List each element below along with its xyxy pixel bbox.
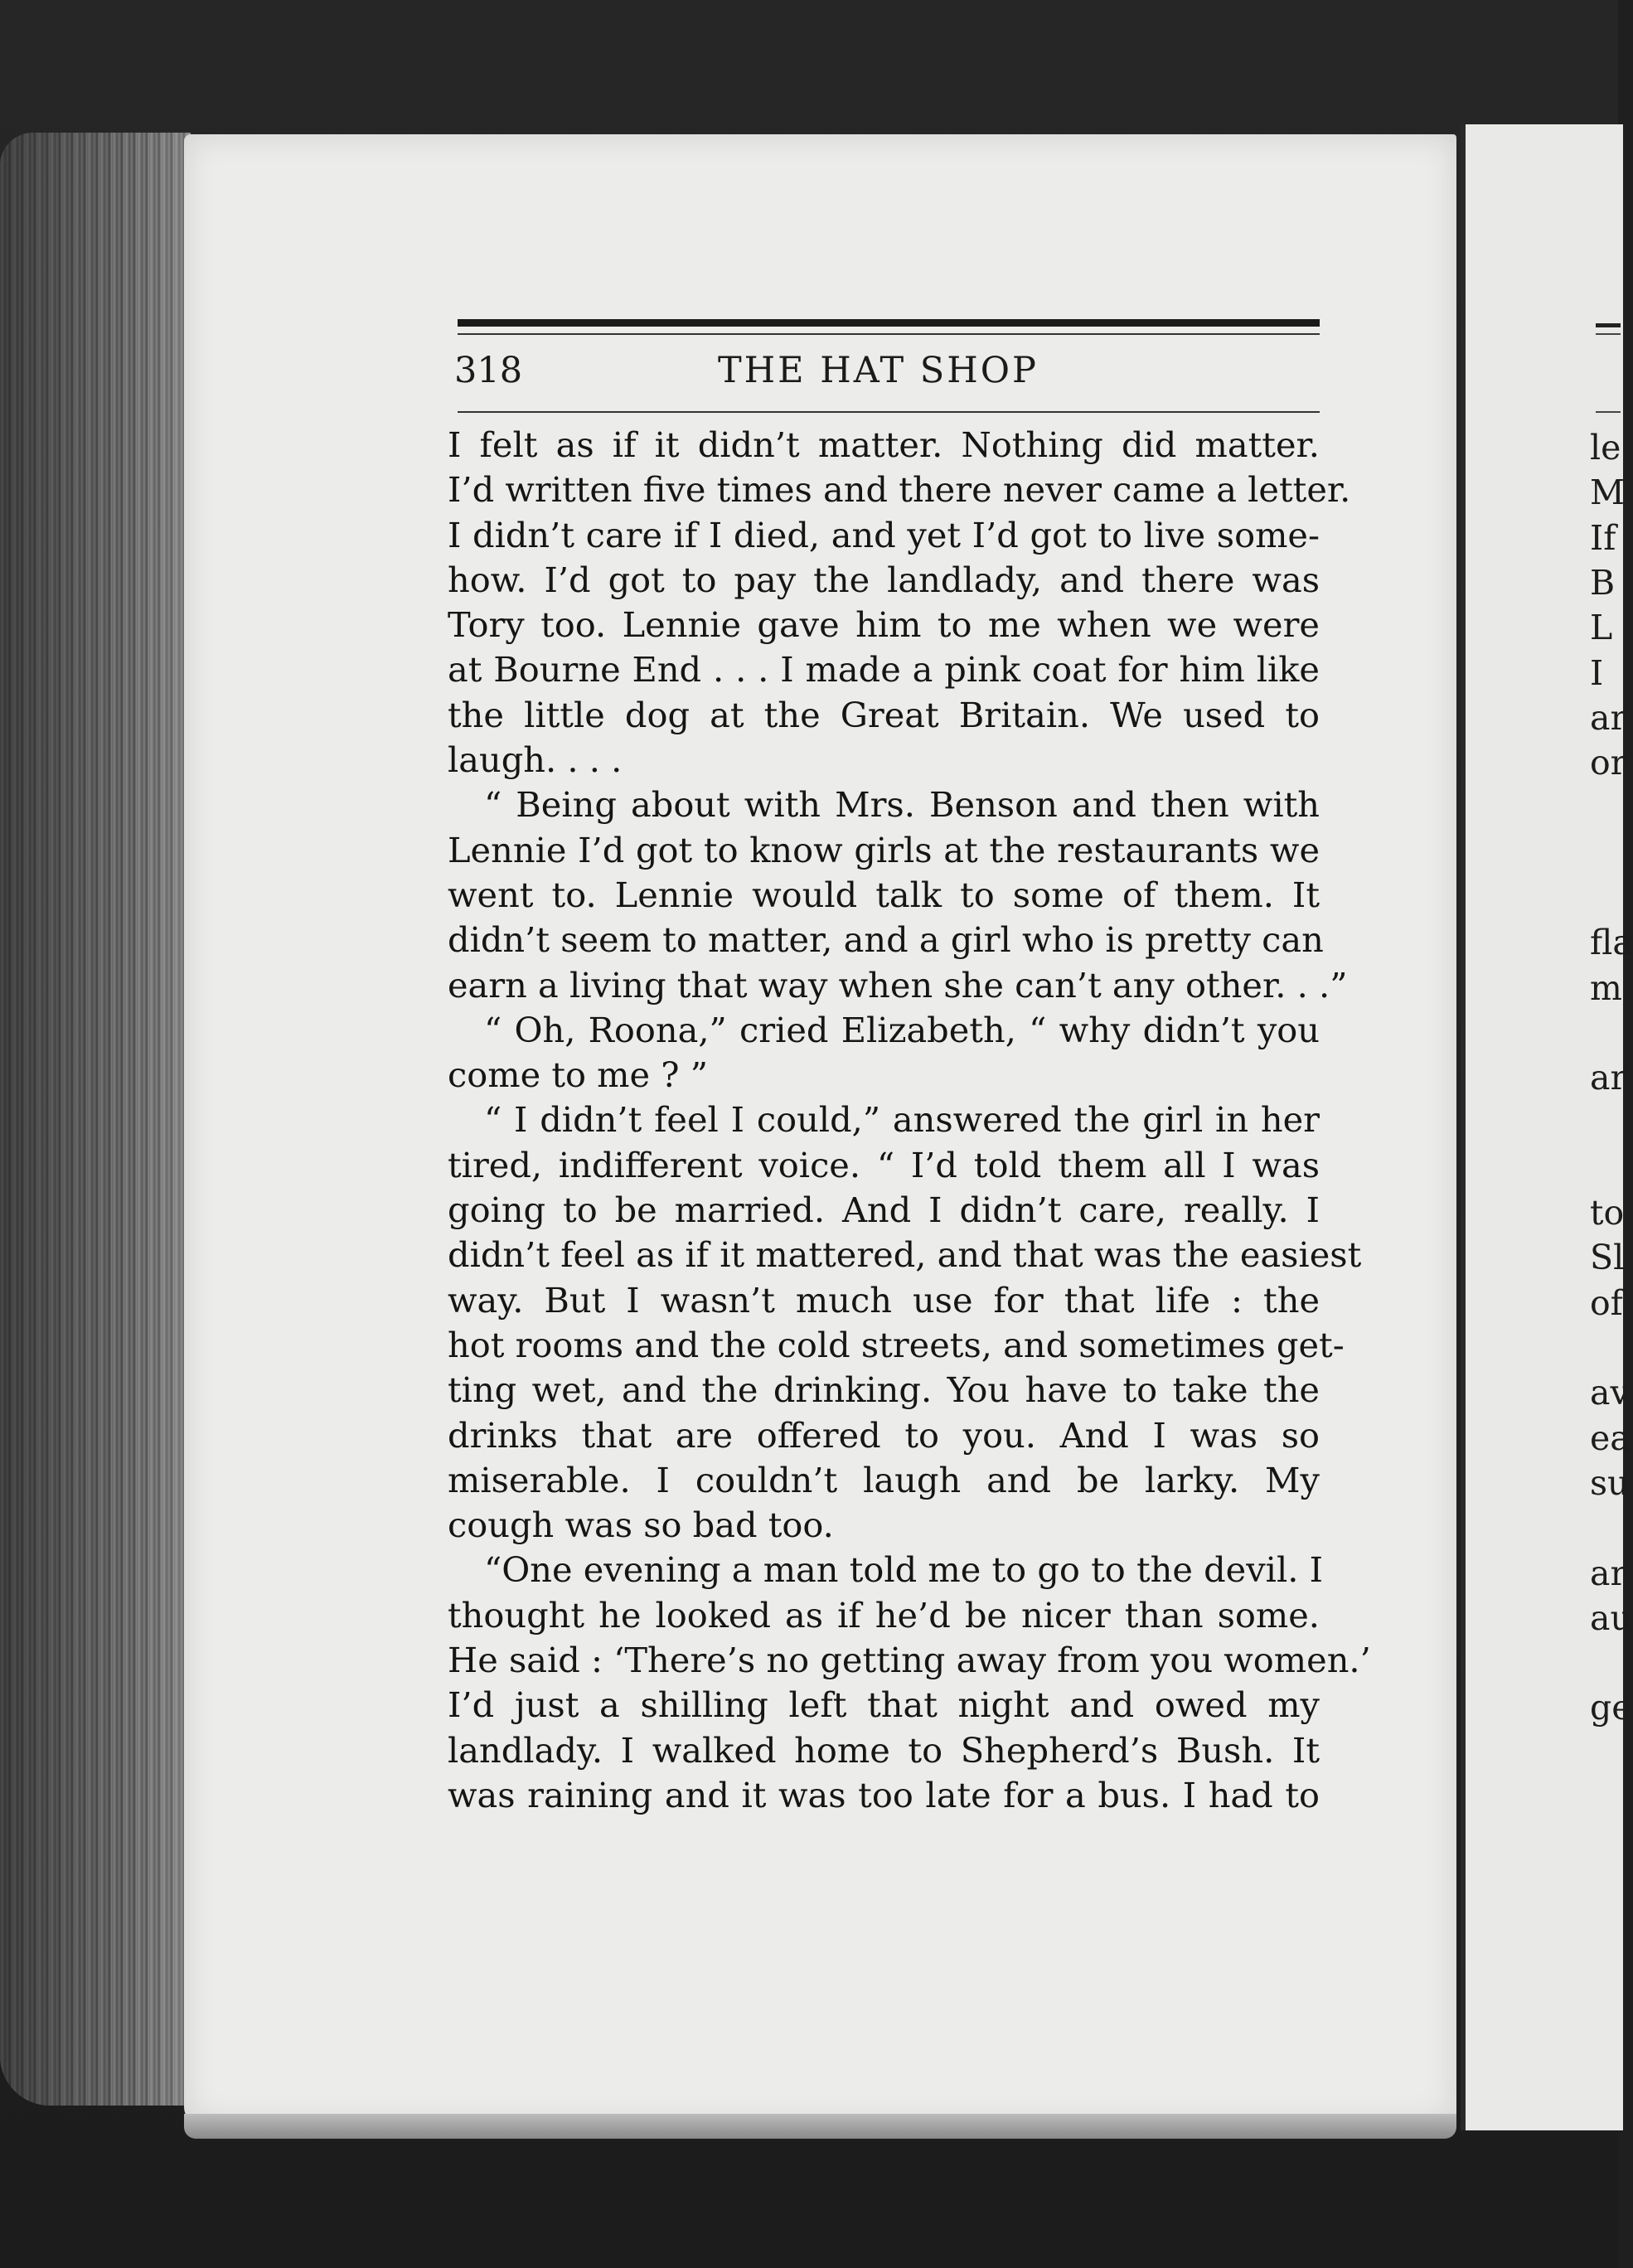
next-page-fragment: I [1590,652,1604,693]
running-head: THE HAT SHOP [718,350,1039,391]
text-line: landlady. I walked home to Shepherd’s Bush. It [448,1729,1320,1771]
next-page-fragment: If [1590,517,1616,558]
header-underline [458,411,1320,413]
text-line: laugh. . . . [448,739,623,781]
text-line: hot rooms and the cold streets, and sometimes get- [448,1324,1345,1365]
page-text [448,423,1371,1818]
next-page-header-rule [1596,323,1621,327]
text-line: “ I didn’t feel I could,” answered the girl in her [484,1099,1320,1141]
next-page-fragment: su [1590,1462,1630,1503]
text-line: didn’t feel as if it mattered, and that was the easiest [448,1234,1362,1276]
text-line: tired, indifferent voice. “ I’d told them all I was [448,1144,1320,1185]
next-page-fragment: Sl [1590,1238,1625,1278]
next-page-fragment: ar [1590,697,1627,738]
text-line: He said : ‘There’s no getting away from you women.’ [448,1640,1371,1681]
text-line: miserable. I couldn’t laugh and be larky. My [448,1459,1320,1500]
next-page-fragment: or [1590,743,1627,783]
page-number: 318 [454,350,523,391]
next-page-fragment: au [1590,1597,1632,1638]
next-page-fragment: B [1590,562,1616,603]
next-page-fragment: m [1590,967,1622,1008]
next-page-header-rule-thin [1596,333,1621,335]
text-line: the little dog at the Great Britain. We used to [448,694,1320,735]
text-line: “One evening a man told me to go to the devil. I [484,1549,1324,1591]
text-line: I felt as if it didn’t matter. Nothing did matter. [448,424,1320,465]
next-page-fragment: ea [1590,1418,1631,1458]
header-rule-thin [458,333,1320,335]
next-page-fragment: L [1590,608,1613,648]
next-page-fragment: ge [1590,1688,1632,1728]
text-line: drinks that are offered to you. And I was so [448,1414,1320,1456]
text-line: ting wet, and the drinking. You have to take the [448,1369,1320,1411]
header-rule-thick [458,319,1320,327]
next-page-fragment: M [1590,472,1625,513]
text-line: Tory too. Lennie gave him to me when we were [448,604,1320,646]
text-line: didn’t seem to matter, and a girl who is pretty can [448,919,1324,961]
text-line: how. I’d got to pay the landlady, and there was [448,559,1320,600]
next-page-fragment: fla [1590,923,1633,963]
next-page-header-underline [1596,411,1621,413]
text-line: “ Oh, Roona,” cried Elizabeth, “ why didn’t you [484,1009,1320,1050]
next-page-fragment: to [1590,1193,1625,1233]
text-line: going to be married. And I didn’t care, really. I [448,1190,1320,1231]
text-line: “ Being about with Mrs. Benson and then with [484,784,1320,826]
text-line: was raining and it was too late for a bus. I had to [448,1774,1320,1815]
next-page-fragment: of [1590,1282,1623,1323]
text-line: come to me ? ” [448,1054,708,1096]
next-page-fragment: le [1590,428,1621,468]
next-page-fragment: av [1590,1373,1630,1413]
text-line: I’d just a shilling left that night and owed my [448,1684,1320,1726]
text-line: at Bourne End . . . I made a pink coat for him like [448,649,1320,691]
text-line: went to. Lennie would talk to some of them. It [448,874,1320,915]
text-line: way. But I wasn’t much use for that life : the [448,1279,1320,1321]
text-line: thought he looked as if he’d be nicer than some. [448,1594,1320,1636]
page-header [454,348,1320,401]
text-line: I didn’t care if I died, and yet I’d got to live some- [448,514,1320,555]
text-line: cough was so bad too. [448,1505,834,1546]
book-page-edges-shade [0,133,191,2106]
text-line: Lennie I’d got to know girls at the restaurants we [448,829,1320,870]
next-page-fragment: ar [1590,1553,1627,1593]
next-page [1461,124,1623,2130]
text-line: earn a living that way when she can’t any other. . .” [448,964,1348,1006]
book-page-bottom-edge [184,2114,1456,2139]
next-page-fragment: ar [1590,1058,1627,1098]
text-line: I’d written five times and there never came a letter. [448,469,1351,511]
